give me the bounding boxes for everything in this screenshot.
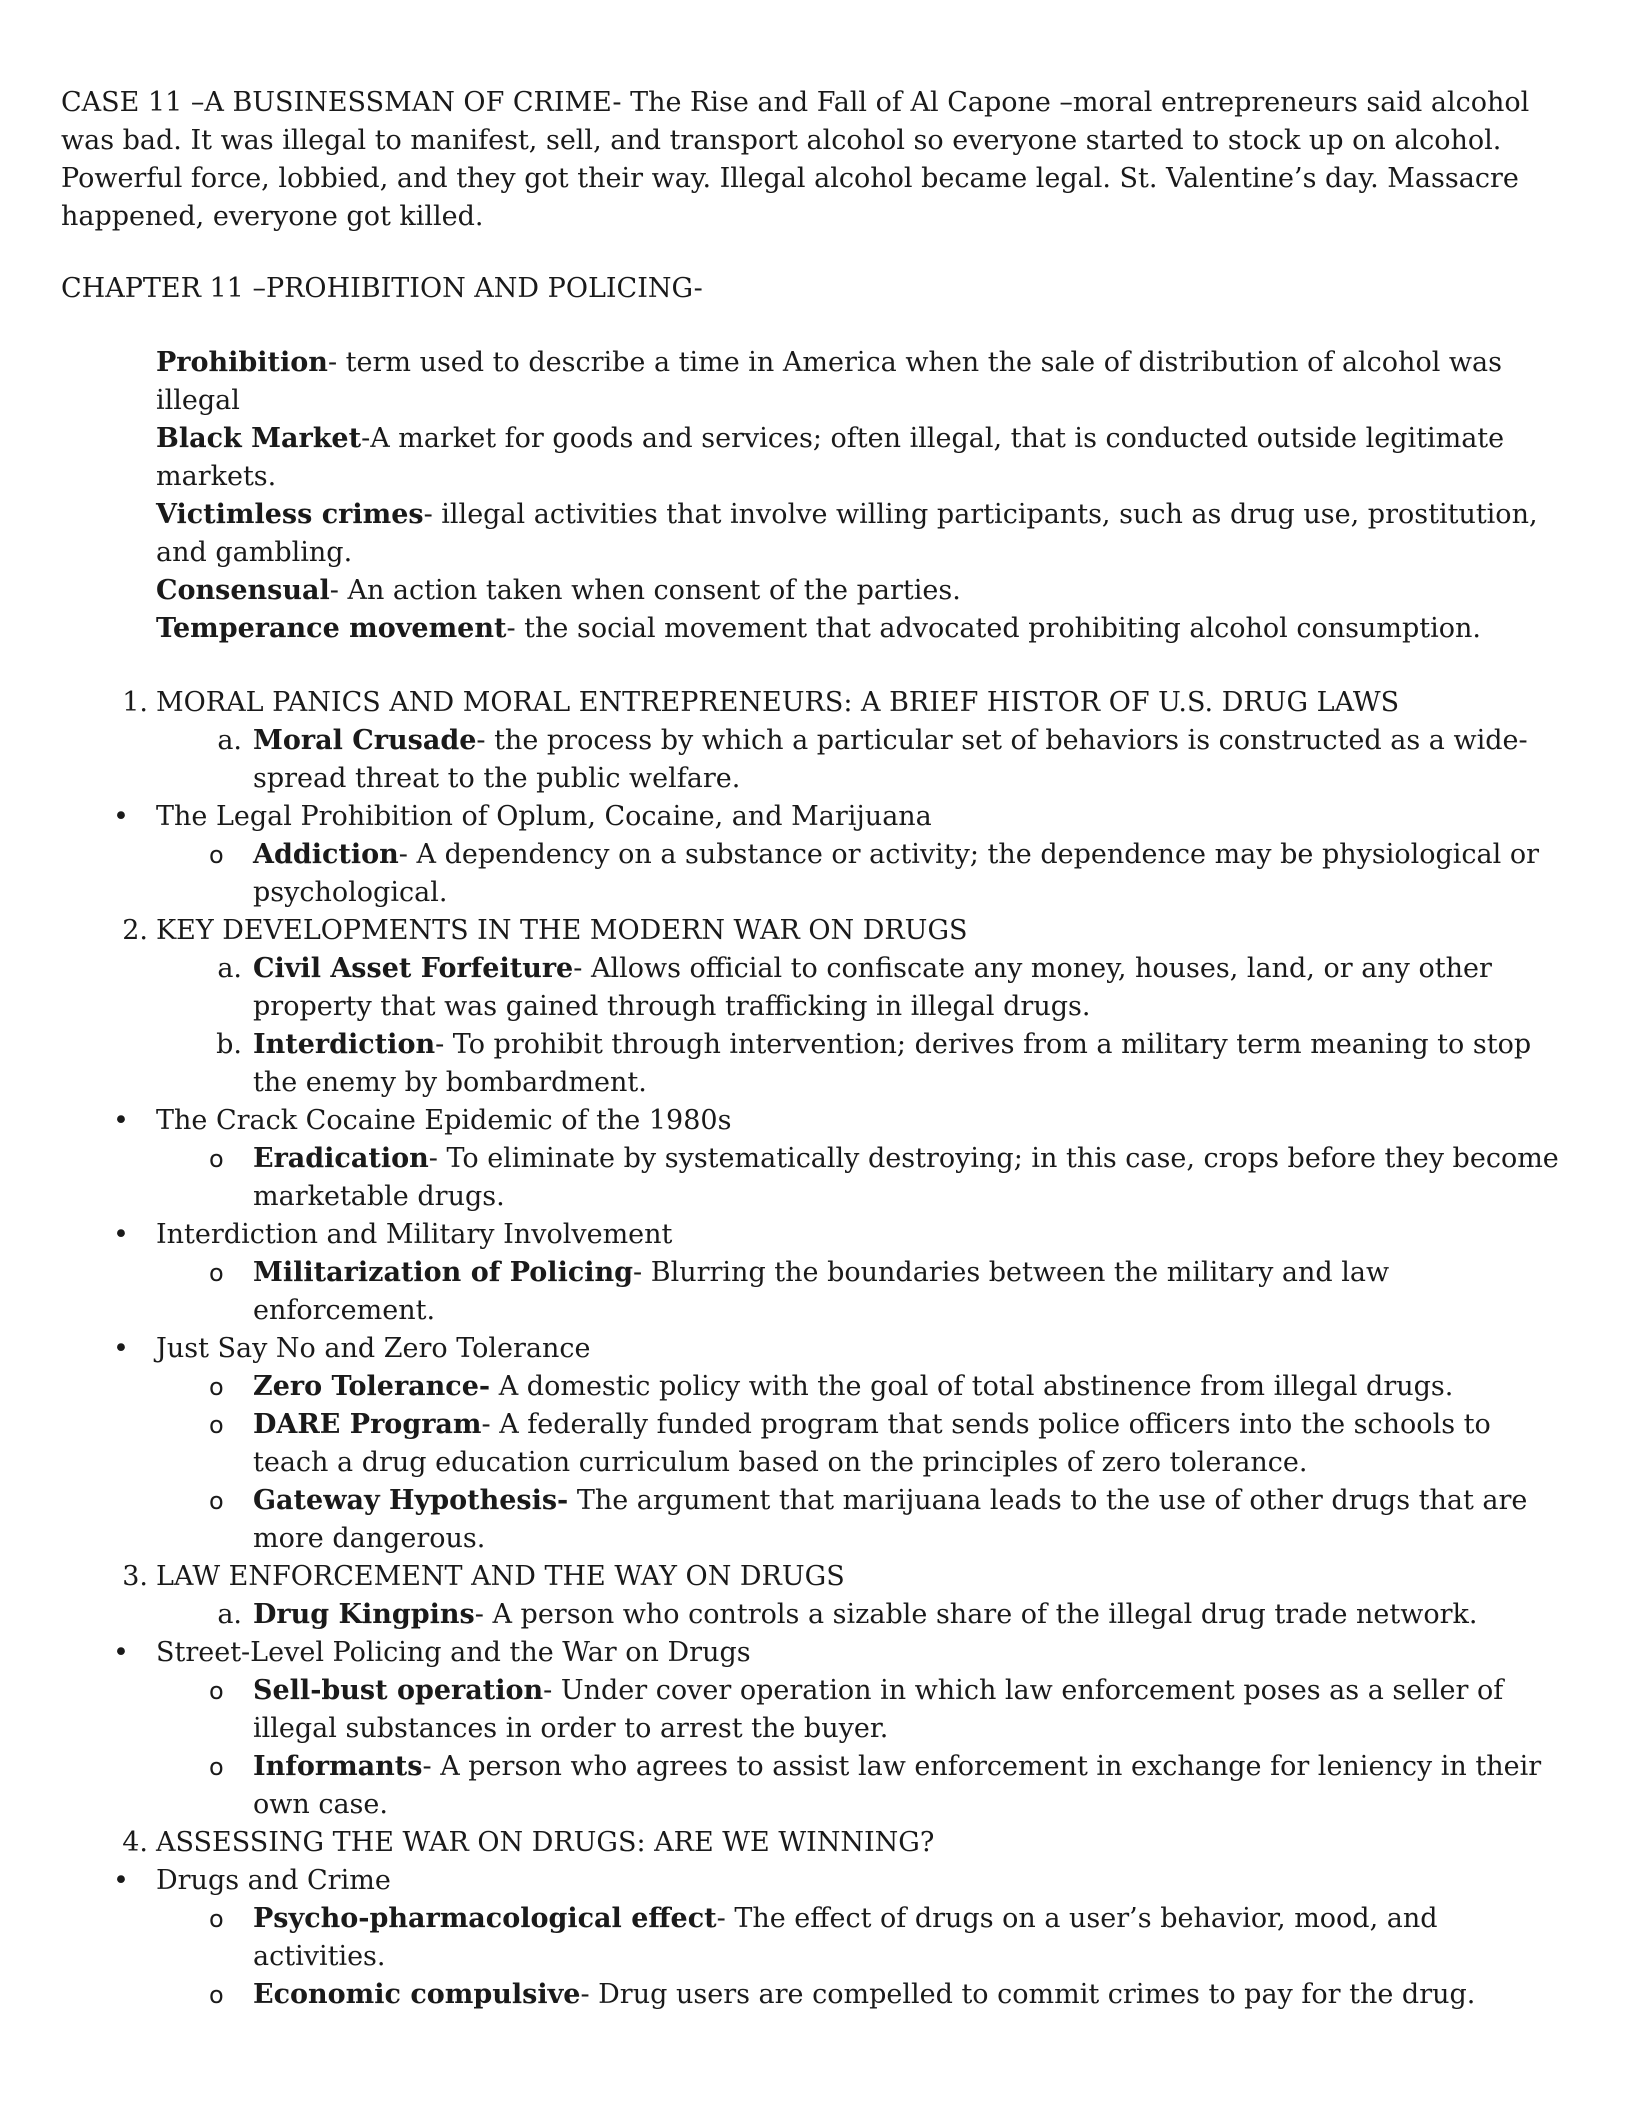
section-heading: ASSESSING THE WAR ON DRUGS: ARE WE WINNING? [156,1827,935,1858]
definition-temperance-movement [156,610,1570,648]
section-heading: LAW ENFORCEMENT AND THE WAY ON DRUGS [156,1561,845,1592]
outline-section-1 [61,684,1570,722]
outline-item-dare-program [61,1406,1570,1482]
outline-list [61,684,1570,2014]
item-term: DARE Program [253,1409,482,1440]
item-term: Moral Crusade [253,725,477,756]
bullet-icon: • [113,801,129,832]
item-term: Zero Tolerance- [253,1371,491,1402]
outline-item-addiction [61,836,1570,912]
definition-text: - An action taken when consent of the parties. [329,575,961,606]
bullet-icon: • [113,1865,129,1896]
outline-bullet-interdiction-military [61,1216,1570,1254]
section-heading: KEY DEVELOPMENTS IN THE MODERN WAR ON DRUGS [156,915,968,946]
item-text: - A dependency on a substance or activity; the dependence may be physiological or psychological. [253,839,1540,908]
definition-term: Victimless crimes [156,499,424,530]
list-number: 4. [122,1827,148,1858]
outline-section-3 [61,1558,1570,1596]
bullet-icon: • [113,1105,129,1136]
bullet-text: Interdiction and Military Involvement [156,1219,673,1250]
item-term: Informants [253,1751,423,1782]
definition-text: - illegal activities that involve willing participants, such as drug use, prostitution, and gambling. [156,499,1538,568]
item-text: - The effect of drugs on a user’s behavior, mood, and activities. [253,1903,1438,1972]
bullet-text: The Crack Cocaine Epidemic of the 1980s [156,1105,732,1136]
outline-item-zero-tolerance [61,1368,1570,1406]
circle-bullet-icon: o [209,1259,224,1287]
outline-item-drug-kingpins [61,1596,1570,1634]
list-letter: a. [217,725,242,756]
circle-bullet-icon: o [209,1145,224,1173]
outline-bullet-just-say-no [61,1330,1570,1368]
circle-bullet-icon: o [209,1905,224,1933]
outline-item-psycho-pharmacological [61,1900,1570,1976]
item-text: - the process by which a particular set of behaviors is constructed as a wide-spread threat to the public welfare. [253,725,1528,794]
bullet-icon: • [113,1637,129,1668]
item-text: - To eliminate by systematically destroying; in this case, crops before they become marketable drugs. [253,1143,1559,1212]
bullet-text: Just Say No and Zero Tolerance [156,1333,591,1364]
definition-term: Temperance movement [156,613,507,644]
definition-text: -A market for goods and services; often illegal, that is conducted outside legitimate markets. [156,423,1505,492]
item-text: - A federally funded program that sends police officers into the schools to teach a drug education curriculum based on the principles of zero tolerance. [253,1409,1491,1478]
outline-section-2 [61,912,1570,950]
circle-bullet-icon: o [209,1487,224,1515]
list-letter: a. [217,953,242,984]
item-text: - To prohibit through intervention; derives from a military term meaning to stop the enemy by bombardment. [253,1029,1532,1098]
list-number: 3. [122,1561,148,1592]
circle-bullet-icon: o [209,1411,224,1439]
item-text: - Under cover operation in which law enforcement poses as a seller of illegal substances in order to arrest the buyer. [253,1675,1504,1744]
item-term: Civil Asset Forfeiture [253,953,574,984]
outline-bullet-crack-cocaine [61,1102,1570,1140]
outline-bullet-legal-prohibition [61,798,1570,836]
item-text: - A person who agrees to assist law enforcement in exchange for leniency in their own case. [253,1751,1542,1820]
circle-bullet-icon: o [209,1981,224,2009]
outline-item-interdiction [61,1026,1570,1102]
item-term: Sell-bust operation [253,1675,544,1706]
bullet-icon: • [113,1219,129,1250]
outline-item-informants [61,1748,1570,1824]
outline-item-sell-bust [61,1672,1570,1748]
item-term: Drug Kingpins [253,1599,475,1630]
section-heading: MORAL PANICS AND MORAL ENTREPRENEURS: A BRIEF HISTOR OF U.S. DRUG LAWS [156,687,1400,718]
list-letter: b. [216,1029,242,1060]
bullet-icon: • [113,1333,129,1364]
item-text: - Blurring the boundaries between the military and law enforcement. [253,1257,1390,1326]
bullet-text: Drugs and Crime [156,1865,391,1896]
item-text: - Allows official to confiscate any money, houses, land, or any other property that was gained through trafficking in illegal drugs. [253,953,1492,1022]
item-term: Addiction [253,839,399,870]
definition-term: Consensual [156,575,330,606]
definition-term: Prohibition [156,347,328,378]
item-term: Militarization of Policing [253,1257,634,1288]
case-paragraph: CASE 11 –A BUSINESSMAN OF CRIME- The Rise and Fall of Al Capone –moral entrepreneurs said alcohol was bad. It was illegal to manifest, sell, and transport alcohol so everyone started to stock up on alcohol. Powerful force, lobbied, and they got their way. Illegal alcohol became legal. St. Valentine’s day. Massacre happened, everyone got killed. [61,87,1530,232]
list-number: 2. [122,915,148,946]
bullet-text: Street-Level Policing and the War on Drugs [156,1637,751,1668]
item-text: The argument that marijuana leads to the use of other drugs that are more dangerous. [253,1485,1528,1554]
outline-item-moral-crusade [61,722,1570,798]
item-term: Psycho-pharmacological effect [253,1903,717,1934]
definition-term: Black Market [156,423,362,454]
item-term: Gateway Hypothesis- [253,1485,569,1516]
outline-bullet-street-level [61,1634,1570,1672]
item-text: - A person who controls a sizable share of the illegal drug trade network. [474,1599,1478,1630]
outline-item-gateway-hypothesis [61,1482,1570,1558]
definition-consensual [156,572,1570,610]
chapter-heading: CHAPTER 11 –PROHIBITION AND POLICING- [61,273,703,304]
definition-prohibition [156,344,1570,420]
item-term: Economic compulsive [253,1979,581,2010]
item-text: A domestic policy with the goal of total abstinence from illegal drugs. [490,1371,1454,1402]
outline-bullet-drugs-and-crime [61,1862,1570,1900]
circle-bullet-icon: o [209,1677,224,1705]
definition-victimless-crimes [156,496,1570,572]
definitions-block [61,344,1570,648]
bullet-text: The Legal Prohibition of Oplum, Cocaine, and Marijuana [156,801,932,832]
circle-bullet-icon: o [209,1753,224,1781]
outline-item-civil-asset-forfeiture [61,950,1570,1026]
list-letter: a. [217,1599,242,1630]
circle-bullet-icon: o [209,1373,224,1401]
definition-text: - the social movement that advocated prohibiting alcohol consumption. [506,613,1481,644]
definition-black-market [156,420,1570,496]
item-text: - Drug users are compelled to commit crimes to pay for the drug. [580,1979,1476,2010]
circle-bullet-icon: o [209,841,224,869]
outline-section-4 [61,1824,1570,1862]
definition-text: - term used to describe a time in America when the sale of distribution of alcohol was illegal [156,347,1502,416]
list-number: 1. [122,687,148,718]
outline-item-eradication [61,1140,1570,1216]
item-term: Eradication [253,1143,429,1174]
outline-item-economic-compulsive [61,1976,1570,2014]
outline-item-militarization [61,1254,1570,1330]
item-term: Interdiction [253,1029,436,1060]
